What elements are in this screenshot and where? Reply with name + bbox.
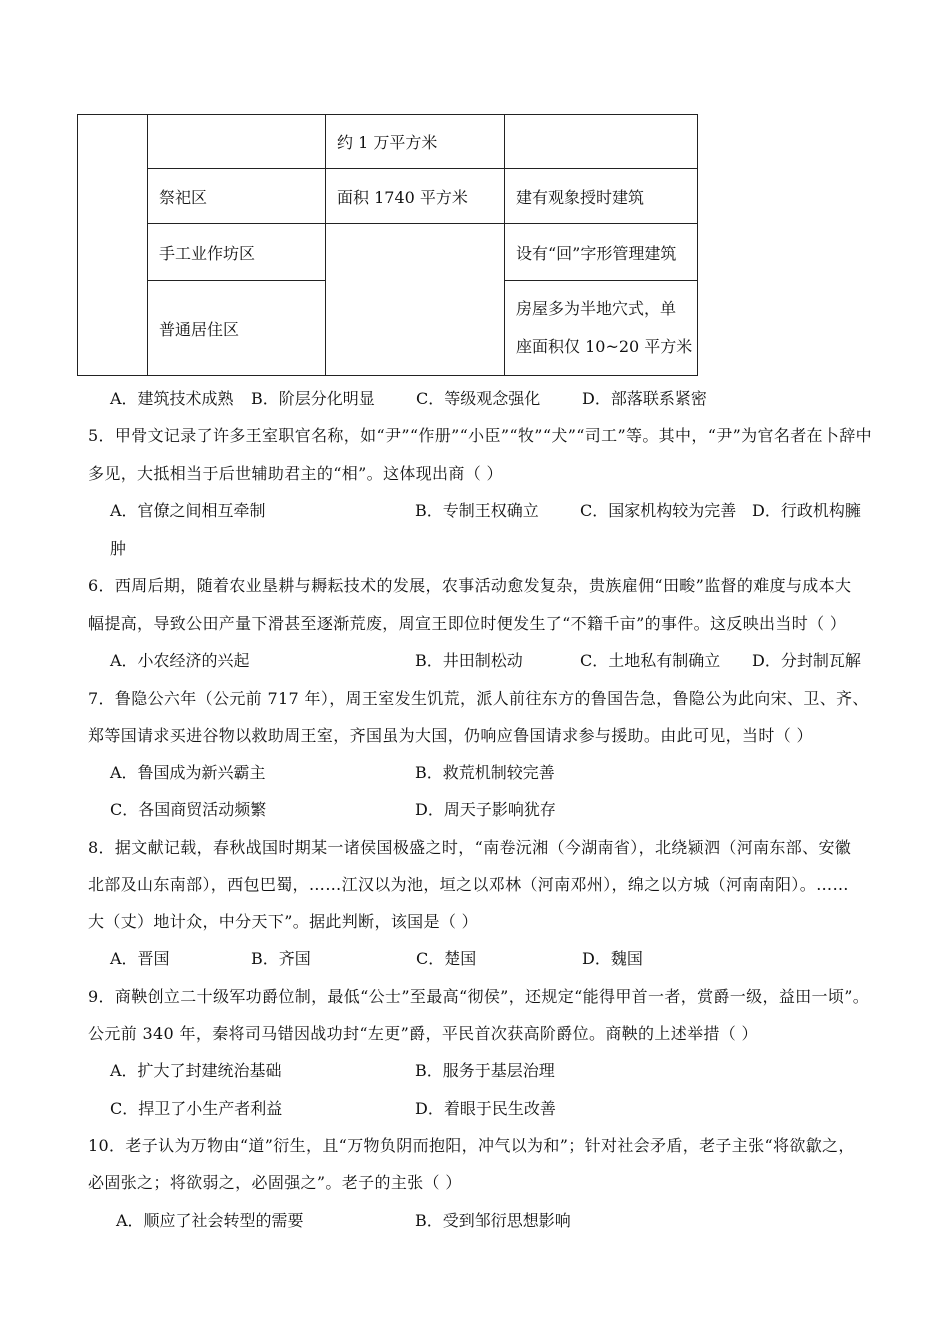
option-a: A．扩大了封建统治基础 bbox=[110, 1061, 282, 1080]
table-cell: 设有“回”字形管理建筑 bbox=[505, 224, 698, 281]
option-d: D．周天子影响犹存 bbox=[415, 800, 556, 819]
option-b: B．齐国 bbox=[251, 949, 311, 968]
table-cell bbox=[505, 115, 698, 169]
table-cell: 普通居住区 bbox=[148, 281, 326, 376]
option-c: C．土地私有制确立 bbox=[580, 651, 721, 670]
option-b: B．阶层分化明显 bbox=[251, 389, 375, 408]
question-text: 10．老子认为万物由“道”衍生，且“万物负阴而抱阳，冲气以为和”；针对社会矛盾，老子主张“将欲歙之， bbox=[88, 1136, 855, 1155]
archaeology-table bbox=[77, 114, 698, 376]
table-cell: 约 1 万平方米 bbox=[326, 115, 505, 169]
option-b: B．专制王权确立 bbox=[415, 501, 539, 520]
question-text: 多见，大抵相当于后世辅助君主的“相”。这体现出商（ ） bbox=[88, 464, 503, 483]
option-a: A．晋国 bbox=[110, 949, 170, 968]
option-b: B．救荒机制较完善 bbox=[415, 763, 555, 782]
option-b: B．井田制松动 bbox=[415, 651, 523, 670]
option-d-continued: 肿 bbox=[110, 539, 127, 558]
table-cell: 祭祀区 bbox=[148, 169, 326, 224]
option-c: C．捍卫了小生产者利益 bbox=[110, 1099, 283, 1118]
question-text: 5．甲骨文记录了许多王室职官名称，如“尹”“作册”“小臣”“牧”“犬”“司工”等。其中，“尹”为官名者在卜辞中 bbox=[88, 426, 872, 445]
option-a: A．鲁国成为新兴霸主 bbox=[110, 763, 266, 782]
table-cell-line: 房屋多为半地穴式，单 bbox=[516, 299, 677, 318]
table-cell bbox=[505, 281, 698, 376]
question-text: 郑等国请求买进谷物以救助周王室，齐国虽为大国，仍响应鲁国请求参与援助。由此可见，当时（ ） bbox=[88, 726, 813, 745]
question-text: 6．西周后期，随着农业垦耕与耨耘技术的发展，农事活动愈发复杂，贵族雇佣“田畯”监督的难度与成本大 bbox=[88, 576, 852, 595]
option-a: A．小农经济的兴起 bbox=[110, 651, 250, 670]
question-text: 幅提高，导致公田产量下滑甚至逐渐荒废，周宣王即位时便发生了“不籍千亩”的事件。这反映出当时（ ） bbox=[88, 614, 847, 633]
question-text: 9．商鞅创立二十级军功爵位制，最低“公士”至最高“彻侯”，还规定“能得甲首一者，赏爵一级，益田一顷”。 bbox=[88, 987, 870, 1006]
question-text: 北部及山东南部），西包巴蜀，……江汉以为池，垣之以邓林（河南邓州），绵之以方城（河南南阳）。…… bbox=[88, 875, 849, 894]
table-cell: 建有观象授时建筑 bbox=[505, 169, 698, 224]
option-a: A．顺应了社会转型的需要 bbox=[116, 1211, 304, 1230]
option-b: B．受到邹衍思想影响 bbox=[415, 1211, 571, 1230]
option-d: D．行政机构臃 bbox=[752, 501, 861, 520]
option-b: B．服务于基层治理 bbox=[415, 1061, 555, 1080]
option-d: D．魏国 bbox=[582, 949, 643, 968]
question-text: 7．鲁隐公六年（公元前 717 年），周王室发生饥荒，派人前往东方的鲁国告急，鲁隐公为此向宋、卫、齐、 bbox=[88, 689, 869, 708]
question-text: 必固张之；将欲弱之，必固强之”。老子的主张（ ） bbox=[88, 1173, 462, 1192]
table-cell: 面积 1740 平方米 bbox=[326, 169, 505, 224]
table-cell: 手工业作坊区 bbox=[148, 224, 326, 281]
question-text: 公元前 340 年，秦将司马错因战功封“左更”爵，平民首次获高阶爵位。商鞅的上述举措（ ） bbox=[88, 1024, 758, 1043]
question-text: 大（丈）地计众，中分天下”。据此判断，该国是（ ） bbox=[88, 912, 479, 931]
option-a: A．建筑技术成熟 bbox=[110, 389, 234, 408]
question-text: 8．据文献记载，春秋战国时期某一诸侯国极盛之时，“南卷沅湘（今湖南省），北绕颍泗（河南东部、安徽 bbox=[88, 838, 852, 857]
option-c: C．各国商贸活动频繁 bbox=[110, 800, 267, 819]
option-a: A．官僚之间相互牵制 bbox=[110, 501, 266, 520]
option-d: D．部落联系紧密 bbox=[582, 389, 707, 408]
table-cell bbox=[148, 115, 326, 169]
option-c: C．等级观念强化 bbox=[416, 389, 541, 408]
table-cell-line: 座面积仅 10~20 平方米 bbox=[516, 337, 693, 356]
option-d: D．着眼于民生改善 bbox=[415, 1099, 556, 1118]
table-blank-cell bbox=[78, 115, 148, 376]
option-c: C．楚国 bbox=[416, 949, 477, 968]
option-c: C．国家机构较为完善 bbox=[580, 501, 737, 520]
table-cell bbox=[326, 224, 505, 376]
option-d: D．分封制瓦解 bbox=[752, 651, 861, 670]
